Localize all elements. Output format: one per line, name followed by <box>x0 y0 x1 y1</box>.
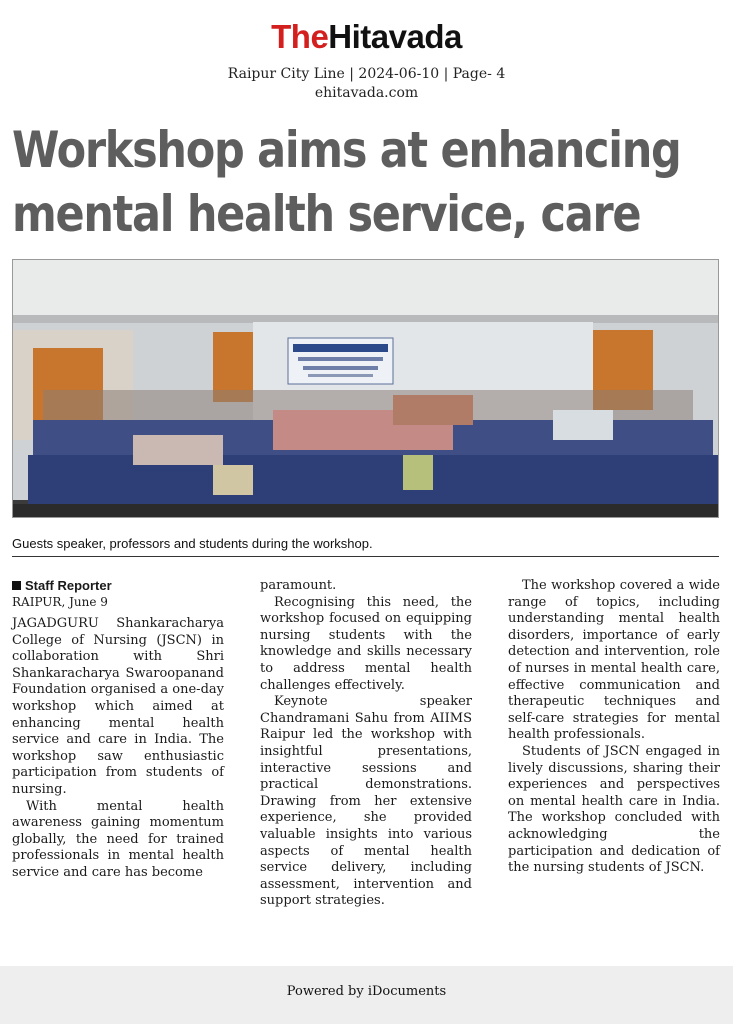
masthead <box>0 18 733 56</box>
logo-brand: Hitavada <box>328 18 462 55</box>
paragraph: JAGADGURU Shankaracharya College of Nursing (JSCN) in collaboration with Shri Shankaracharya Swaroopanand Foundation organised a one-day workshop which aimed at enhancing mental health service and care in India. The workshop saw enthusiastic participation from students of nursing. <box>12 616 224 797</box>
footer <box>0 966 733 1024</box>
logo-the: The <box>271 18 329 55</box>
banner-sign <box>288 338 393 384</box>
byline-text: Staff Reporter <box>25 578 112 593</box>
paragraph: Students of JSCN engaged in lively discussions, sharing their experiences and perspectives on mental health care in India. The workshop concluded with acknowledging the participation and dedication of the nursing students of JSCN. <box>508 743 720 876</box>
edition-line: Raipur City Line | 2024-06-10 | Page- 4 <box>227 66 506 82</box>
paragraph: Keynote speaker Chandramani Sahu from AIIMS Raipur led the workshop with insightful presentations, interactive sessions and practical demonstrations. Drawing from her extensive experience, she provided valuable insights into various aspects of mental health service delivery, including assessment, intervention and support strategies. <box>260 694 472 909</box>
group-of-people <box>28 390 718 505</box>
article-column-1 <box>12 578 224 882</box>
paragraph: Recognising this need, the workshop focused on equipping nursing students with the knowledge and skills necessary to address mental health challenges effectively. <box>260 594 472 693</box>
article-headline <box>12 118 681 246</box>
headline-line-1: Workshop aims at enhancing <box>12 121 681 179</box>
article-photo <box>12 259 719 518</box>
dateline: RAIPUR, June 9 <box>12 595 108 609</box>
website-link[interactable]: ehitavada.com <box>314 85 419 101</box>
article-column-3 <box>508 578 720 877</box>
byline <box>12 578 224 594</box>
powered-by-link[interactable]: Powered by iDocuments <box>286 984 447 999</box>
headline-line-2: mental health service, care <box>12 185 641 243</box>
paragraph: paramount. <box>260 578 337 593</box>
caption-divider <box>12 556 719 557</box>
byline-square-icon <box>12 581 21 590</box>
paragraph: With mental health awareness gaining momentum globally, the need for trained professionals in mental health service and care has become <box>12 798 224 880</box>
photo-caption: Guests speaker, professors and students during the workshop. <box>12 536 373 551</box>
article-column-2 <box>260 578 472 910</box>
paragraph: The workshop covered a wide range of topics, including understanding mental health disorders, importance of early detection and intervention, role of nurses in mental health care, effective communication and therapeutic techniques and self-care strategies for mental health professionals. <box>508 578 720 743</box>
newspaper-logo[interactable] <box>271 18 462 56</box>
